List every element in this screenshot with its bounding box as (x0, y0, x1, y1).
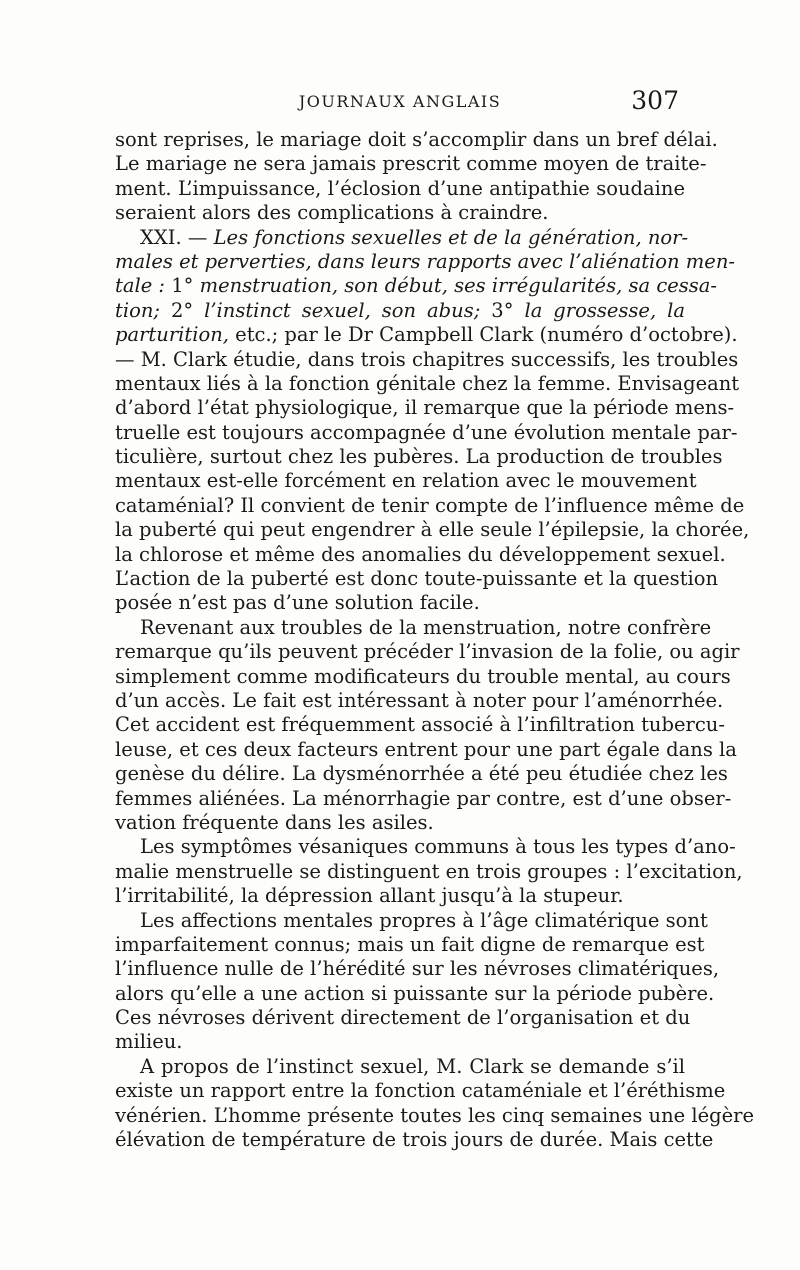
text-segment: vénérien. L’homme présente toutes les cinq semaines une légère (115, 1103, 755, 1127)
text-line (115, 1128, 714, 1152)
text-segment: cataménial? Il convient de tenir compte de l’influence même de (115, 493, 745, 517)
text-line (115, 981, 715, 1006)
text-line (115, 737, 737, 762)
text-line (115, 274, 718, 298)
text-line (115, 225, 689, 250)
text-segment: malie menstruelle se distinguent en trois groupes : l’excitation, (115, 859, 743, 883)
text-segment: la chlorose et même des anomalies du développement sexuel. (115, 542, 726, 566)
text-segment: d’un accès. Le fait est intéressant à noter pour l’aménorrhée. (115, 688, 724, 712)
text-segment: vation fréquente dans les asiles. (115, 810, 434, 834)
page-header (115, 88, 685, 118)
text-segment: femmes aliénées. La ménorrhagie par contre, est d’une obser- (115, 786, 732, 810)
text-line (115, 957, 720, 981)
text-segment: Revenant aux troubles de la menstruation, notre confrère (140, 615, 712, 639)
text-line (115, 884, 685, 908)
text-line (115, 713, 725, 737)
text-segment: la puberté qui peut engendrer à elle seule l’épilepsie, la chorée, (115, 518, 750, 542)
text-line (115, 688, 724, 713)
text-line (115, 152, 707, 176)
text-line (115, 128, 718, 152)
text-line (115, 640, 740, 664)
text-segment: seraient alors des complications à craindre. (115, 201, 549, 225)
text-line (115, 347, 739, 372)
text-segment: Les symptômes vésaniques communs à tous les types d’ano- (140, 835, 736, 859)
italic-text: l’instinct sexuel, son abus; (204, 298, 481, 322)
text-segment: 3° (480, 298, 525, 322)
text-segment: l’irritabilité, la dépression allant jusqu’à la stupeur. (115, 884, 624, 908)
text-line (115, 591, 685, 615)
page-number: 307 (631, 86, 679, 115)
text-segment: — M. Clark étudie, dans trois chapitres successifs, les troubles (115, 347, 739, 371)
text-segment: simplement comme modificateurs du trouble mental, au cours (115, 664, 731, 688)
italic-text: parturition, (115, 323, 229, 347)
text-line (115, 518, 750, 542)
text-line (115, 469, 697, 493)
text-segment: sont reprises, le mariage doit s’accomplir dans un bref délai. (115, 128, 718, 151)
text-segment: remarque qu’ils peuvent précéder l’invasion de la folie, ou agir (115, 640, 740, 664)
text-line (115, 615, 712, 640)
text-segment: Le mariage ne sera jamais prescrit comme moyen de traite- (115, 152, 707, 176)
text-line (115, 908, 708, 933)
text-line (115, 664, 731, 689)
text-segment: mentaux est-elle forcément en relation avec le mouvement (115, 469, 697, 493)
text-line (115, 762, 728, 786)
text-line (115, 420, 738, 445)
text-line (115, 1030, 685, 1054)
text-line (115, 1006, 691, 1030)
text-line (115, 445, 723, 469)
text-segment: XXI. — (140, 225, 214, 249)
text-segment: L’action de la puberté est donc toute-puissante et la question (115, 567, 719, 591)
text-segment: alors qu’elle a une action si puissante sur la période pubère. (115, 981, 715, 1005)
text-line (115, 371, 740, 396)
text-line (115, 932, 705, 957)
text-segment: 1° (165, 274, 200, 298)
italic-text: menstruation, son début, ses irrégularités, sa cessa- (199, 274, 718, 298)
text-segment: Cet accident est fréquemment associé à l’infiltration tubercu- (115, 713, 725, 737)
text-line (115, 1055, 685, 1079)
text-line (115, 859, 743, 884)
text-line (115, 567, 719, 591)
running-title: JOURNAUX ANGLAIS (298, 92, 502, 111)
text-line (115, 323, 738, 347)
text-segment: ment. L’impuissance, l’éclosion d’une antipathie soudaine (115, 176, 685, 200)
text-line (115, 835, 736, 859)
text-segment: ticulière, surtout chez les pubères. La production de troubles (115, 445, 723, 469)
text-segment: posée n’est pas d’une solution facile. (115, 591, 480, 615)
text-segment: imparfaitement connus; mais un fait digne de remarque est (115, 932, 705, 956)
text-line (115, 811, 685, 835)
text-segment: leuse, et ces deux facteurs entrent pour une part égale dans la (115, 737, 737, 761)
body-text (115, 128, 755, 1152)
text-segment: d’abord l’état physiologique, il remarque que la période mens- (115, 396, 735, 420)
italic-text: Les fonctions sexuelles et de la génération, nor- (213, 225, 689, 249)
text-line (115, 1079, 726, 1103)
text-line (115, 542, 726, 567)
text-line (115, 786, 732, 811)
text-segment: Ces névroses dérivent directement de l’organisation et du (115, 1006, 691, 1030)
text-line (115, 249, 735, 274)
text-segment: l’influence nulle de l’hérédité sur les névroses climatériques, (115, 957, 720, 981)
text-line (115, 396, 735, 420)
text-line (115, 299, 685, 323)
text-segment: existe un rapport entre la fonction cataméniale et l’éréthisme (115, 1079, 726, 1103)
text-segment: genèse du délire. La dysménorrhée a été peu étudiée chez les (115, 762, 728, 786)
italic-text: la grossesse, la (524, 298, 685, 322)
text-line (115, 1103, 755, 1128)
text-line (115, 177, 685, 201)
italic-text: tion; (115, 298, 160, 322)
text-segment: truelle est toujours accompagnée d’une évolution mentale par- (115, 420, 738, 444)
text-line (115, 201, 685, 225)
text-segment: 2° (159, 298, 205, 322)
text-segment: Les affections mentales propres à l’âge climatérique sont (140, 908, 708, 932)
text-segment: A propos de l’instinct sexuel, M. Clark se demande s’il (140, 1054, 685, 1078)
text-segment: milieu. (115, 1030, 183, 1054)
text-segment: etc.; par le Dr Campbell Clark (numéro d’octobre). (228, 323, 738, 347)
italic-text: tale : (115, 274, 166, 298)
text-line (115, 493, 745, 518)
text-segment: mentaux liés à la fonction génitale chez la femme. Envisageant (115, 371, 740, 395)
italic-text: males et perverties, dans leurs rapports avec l’aliénation men- (115, 249, 735, 273)
text-segment: élévation de température de trois jours de durée. Mais cette (115, 1128, 714, 1152)
